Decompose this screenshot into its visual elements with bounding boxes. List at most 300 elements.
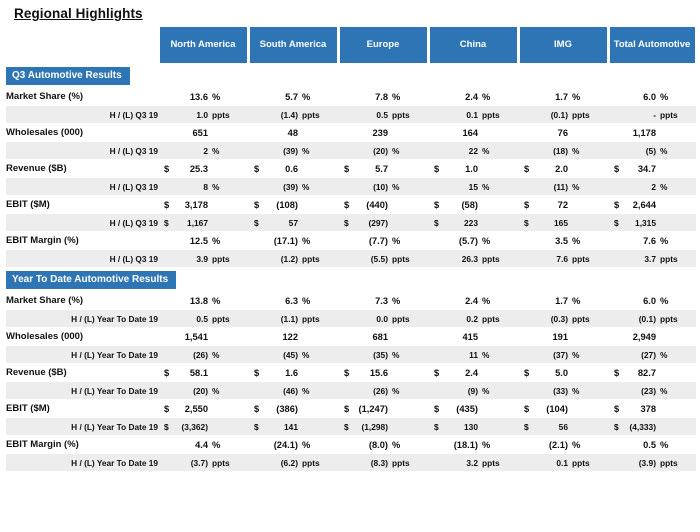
cell-value: (18) <box>553 145 568 156</box>
cell-value: 8 <box>203 181 208 192</box>
row-sublabel: H / (L) Year To Date 19 <box>6 382 158 399</box>
cell-value: (18.1) <box>453 439 478 450</box>
table-cell <box>518 231 608 250</box>
cell-value: 5.7 <box>285 91 298 102</box>
table-cell <box>248 399 338 418</box>
row-label: Wholesales (000) <box>6 327 158 346</box>
cell-value: 1.0 <box>196 109 208 120</box>
cell-value: 1,178 <box>632 127 656 138</box>
cell-value: 1.7 <box>555 91 568 102</box>
cell-unit: % <box>212 349 220 360</box>
cell-unit: % <box>212 91 221 102</box>
section-banner-cell <box>6 267 696 291</box>
currency-symbol: $ <box>614 217 619 228</box>
cell-value: (1.2) <box>280 253 298 264</box>
cell-value: 2,644 <box>632 199 656 210</box>
column-header-img: IMG <box>518 27 608 63</box>
table-cell <box>248 363 338 382</box>
table-cell <box>518 346 608 363</box>
cell-value: (24.1) <box>273 439 298 450</box>
column-header-europe: Europe <box>338 27 428 63</box>
table-row <box>6 382 696 399</box>
cell-value: - <box>653 109 656 120</box>
cell-value: 2,550 <box>184 403 208 414</box>
table-row <box>6 310 696 327</box>
cell-value: 48 <box>287 127 298 138</box>
cell-value: 1,167 <box>187 217 208 228</box>
table-row <box>6 346 696 363</box>
cell-unit: % <box>212 181 220 192</box>
table-cell <box>338 214 428 231</box>
cell-value: 2 <box>203 145 208 156</box>
cell-unit: ppts <box>572 313 590 324</box>
cell-unit: % <box>660 385 668 396</box>
cell-unit: % <box>392 385 400 396</box>
table-cell <box>428 87 518 106</box>
cell-unit: % <box>392 295 401 306</box>
table-row <box>6 142 696 159</box>
row-sublabel: H / (L) Year To Date 19 <box>6 418 158 435</box>
cell-value: (297) <box>368 217 388 228</box>
cell-value: 0.6 <box>285 163 298 174</box>
cell-unit: ppts <box>572 253 590 264</box>
table-cell <box>338 250 428 267</box>
column-header-south-america: South America <box>248 27 338 63</box>
table-cell <box>518 142 608 159</box>
table-cell <box>248 106 338 123</box>
table-cell <box>608 327 696 346</box>
table-cell <box>518 418 608 435</box>
cell-value: (23) <box>641 385 656 396</box>
cell-value: 239 <box>372 127 388 138</box>
cell-value: 13.8 <box>189 295 208 306</box>
cell-value: 415 <box>462 331 478 342</box>
row-sublabel: H / (L) Q3 19 <box>6 142 158 159</box>
table-cell <box>248 382 338 399</box>
cell-value: 0.1 <box>466 109 478 120</box>
cell-unit: % <box>572 145 580 156</box>
table-cell <box>248 142 338 159</box>
cell-value: 12.5 <box>189 235 208 246</box>
cell-unit: % <box>482 235 491 246</box>
table-cell <box>158 327 248 346</box>
table-cell <box>428 142 518 159</box>
cell-unit: ppts <box>302 457 320 468</box>
table-cell <box>158 363 248 382</box>
cell-value: 6.0 <box>643 295 656 306</box>
cell-unit: ppts <box>392 457 410 468</box>
cell-value: (45) <box>283 349 298 360</box>
currency-symbol: $ <box>344 163 350 174</box>
cell-value: (46) <box>283 385 298 396</box>
currency-symbol: $ <box>164 163 170 174</box>
table-row <box>6 399 696 418</box>
cell-value: 56 <box>558 421 568 432</box>
table-cell <box>608 382 696 399</box>
cell-unit: ppts <box>660 313 678 324</box>
cell-value: 0.0 <box>376 313 388 324</box>
row-sublabel: H / (L) Q3 19 <box>6 106 158 123</box>
cell-unit: % <box>212 145 220 156</box>
column-header-north-america: North America <box>158 27 248 63</box>
cell-unit: % <box>212 295 221 306</box>
column-header-china: China <box>428 27 518 63</box>
table-cell <box>158 454 248 471</box>
row-label: EBIT Margin (%) <box>6 231 158 250</box>
table-cell <box>338 310 428 327</box>
cell-value: (3,362) <box>181 421 208 432</box>
cell-value: 141 <box>284 421 298 432</box>
table-cell <box>428 195 518 214</box>
cell-unit: % <box>302 439 311 450</box>
table-cell <box>428 123 518 142</box>
table-cell <box>338 231 428 250</box>
table-cell <box>158 214 248 231</box>
cell-value: (5.7) <box>458 235 478 246</box>
table-row <box>6 363 696 382</box>
cell-value: 15.6 <box>369 367 388 378</box>
table-cell <box>428 399 518 418</box>
table-cell <box>158 382 248 399</box>
cell-value: (1.4) <box>280 109 298 120</box>
cell-value: 1.0 <box>465 163 478 174</box>
table-cell <box>518 87 608 106</box>
currency-symbol: $ <box>434 421 439 432</box>
table-cell <box>428 231 518 250</box>
currency-symbol: $ <box>614 163 620 174</box>
cell-value: 2 <box>651 181 656 192</box>
currency-symbol: $ <box>254 367 260 378</box>
regional-highlights-table <box>6 27 698 471</box>
cell-value: 57 <box>288 217 298 228</box>
cell-value: 0.2 <box>466 313 478 324</box>
cell-value: 3.2 <box>466 457 478 468</box>
cell-unit: % <box>482 91 491 102</box>
table-row <box>6 214 696 231</box>
cell-unit: % <box>660 181 668 192</box>
currency-symbol: $ <box>344 199 350 210</box>
table-cell <box>428 178 518 195</box>
table-cell <box>518 123 608 142</box>
cell-value: 164 <box>462 127 478 138</box>
cell-unit: % <box>392 145 400 156</box>
currency-symbol: $ <box>524 199 530 210</box>
cell-value: 378 <box>640 403 656 414</box>
table-cell <box>338 87 428 106</box>
section-banner-cell <box>6 63 696 87</box>
cell-value: 0.1 <box>556 457 568 468</box>
table-cell <box>158 250 248 267</box>
cell-unit: ppts <box>392 253 410 264</box>
table-cell <box>338 178 428 195</box>
cell-value: (37) <box>553 349 568 360</box>
table-cell <box>428 363 518 382</box>
cell-value: (7.7) <box>368 235 388 246</box>
cell-value: (4,333) <box>629 421 656 432</box>
table-cell <box>158 178 248 195</box>
cell-unit: % <box>572 295 581 306</box>
table-cell <box>248 454 338 471</box>
table-row <box>6 454 696 471</box>
table-cell <box>608 214 696 231</box>
table-cell <box>608 178 696 195</box>
row-label: EBIT Margin (%) <box>6 435 158 454</box>
cell-value: 1.7 <box>555 295 568 306</box>
table-cell <box>428 327 518 346</box>
cell-value: 651 <box>192 127 208 138</box>
table-cell <box>608 142 696 159</box>
currency-symbol: $ <box>344 367 350 378</box>
cell-value: (0.1) <box>550 109 568 120</box>
cell-unit: % <box>660 295 669 306</box>
cell-value: (8.3) <box>370 457 388 468</box>
cell-value: (5.5) <box>370 253 388 264</box>
table-cell <box>248 327 338 346</box>
cell-value: (39) <box>283 145 298 156</box>
cell-unit: ppts <box>660 457 678 468</box>
cell-unit: % <box>392 181 400 192</box>
cell-unit: % <box>482 295 491 306</box>
table-cell <box>608 250 696 267</box>
row-label: Market Share (%) <box>6 291 158 310</box>
cell-unit: % <box>660 439 669 450</box>
cell-value: (6.2) <box>280 457 298 468</box>
cell-unit: % <box>392 349 400 360</box>
table-cell <box>518 159 608 178</box>
cell-value: (0.1) <box>638 313 656 324</box>
table-row <box>6 106 696 123</box>
table-cell <box>248 87 338 106</box>
currency-symbol: $ <box>254 199 260 210</box>
table-cell <box>518 327 608 346</box>
cell-value: 7.8 <box>375 91 388 102</box>
cell-value: (386) <box>276 403 298 414</box>
table-cell <box>428 382 518 399</box>
cell-value: (104) <box>546 403 568 414</box>
cell-value: (0.3) <box>550 313 568 324</box>
cell-unit: % <box>302 295 311 306</box>
currency-symbol: $ <box>434 163 440 174</box>
table-row <box>6 327 696 346</box>
cell-unit: % <box>572 349 580 360</box>
table-cell <box>518 250 608 267</box>
cell-value: (20) <box>193 385 208 396</box>
table-cell <box>428 214 518 231</box>
table-row <box>6 250 696 267</box>
currency-symbol: $ <box>434 217 439 228</box>
cell-unit: % <box>572 91 581 102</box>
cell-unit: ppts <box>212 253 230 264</box>
table-row <box>6 123 696 142</box>
table-cell <box>248 159 338 178</box>
cell-unit: % <box>212 439 221 450</box>
currency-symbol: $ <box>614 199 620 210</box>
table-row <box>6 231 696 250</box>
currency-symbol: $ <box>434 403 440 414</box>
cell-value: 681 <box>372 331 388 342</box>
table-cell <box>248 291 338 310</box>
table-cell <box>248 214 338 231</box>
cell-value: 76 <box>557 127 568 138</box>
cell-unit: % <box>392 439 401 450</box>
table-cell <box>518 178 608 195</box>
cell-value: (2.1) <box>548 439 568 450</box>
table-cell <box>608 435 696 454</box>
cell-value: 4.4 <box>195 439 208 450</box>
cell-unit: % <box>482 439 491 450</box>
cell-unit: ppts <box>302 313 320 324</box>
cell-value: 11 <box>469 349 478 360</box>
currency-symbol: $ <box>614 403 620 414</box>
table-cell <box>428 454 518 471</box>
table-cell <box>158 106 248 123</box>
table-cell <box>338 346 428 363</box>
cell-unit: % <box>212 385 220 396</box>
table-cell <box>518 310 608 327</box>
table-cell <box>338 363 428 382</box>
cell-value: 6.3 <box>285 295 298 306</box>
table-cell <box>338 195 428 214</box>
cell-value: (20) <box>373 145 388 156</box>
table-cell <box>608 195 696 214</box>
table-cell <box>338 123 428 142</box>
cell-value: 7.6 <box>556 253 568 264</box>
cell-value: 15 <box>468 181 478 192</box>
cell-unit: ppts <box>212 457 230 468</box>
row-label: Wholesales (000) <box>6 123 158 142</box>
table-cell <box>518 214 608 231</box>
cell-value: (9) <box>467 385 478 396</box>
table-cell <box>428 418 518 435</box>
row-sublabel: H / (L) Q3 19 <box>6 178 158 195</box>
currency-symbol: $ <box>344 403 350 414</box>
cell-value: (26) <box>373 385 388 396</box>
cell-unit: ppts <box>660 109 678 120</box>
cell-unit: ppts <box>392 313 410 324</box>
table-cell <box>428 310 518 327</box>
row-sublabel: H / (L) Q3 19 <box>6 214 158 231</box>
cell-value: 34.7 <box>637 163 656 174</box>
table-cell <box>428 159 518 178</box>
cell-value: (3.7) <box>190 457 208 468</box>
cell-value: 1.6 <box>285 367 298 378</box>
cell-unit: % <box>660 91 669 102</box>
cell-value: (3.9) <box>638 457 656 468</box>
cell-unit: % <box>302 145 310 156</box>
header-spacer <box>6 27 158 63</box>
table-header <box>6 27 696 63</box>
table-cell <box>608 454 696 471</box>
cell-value: 2.4 <box>465 91 478 102</box>
table-cell <box>608 106 696 123</box>
table-cell <box>248 123 338 142</box>
cell-value: 25.3 <box>189 163 208 174</box>
cell-unit: ppts <box>482 457 500 468</box>
table-row <box>6 159 696 178</box>
cell-value: 130 <box>464 421 478 432</box>
table-cell <box>338 435 428 454</box>
table-cell <box>338 454 428 471</box>
cell-value: 22 <box>468 145 478 156</box>
table-cell <box>338 327 428 346</box>
table-cell <box>608 291 696 310</box>
cell-value: (1.1) <box>280 313 298 324</box>
cell-value: 58.1 <box>189 367 208 378</box>
cell-unit: % <box>302 91 311 102</box>
section-banner-label: Q3 Automotive Results <box>6 67 130 85</box>
table-cell <box>158 231 248 250</box>
cell-unit: ppts <box>572 457 590 468</box>
cell-value: 122 <box>282 331 298 342</box>
cell-value: 7.6 <box>643 235 656 246</box>
table-cell <box>248 435 338 454</box>
cell-value: 223 <box>464 217 478 228</box>
cell-value: 26.3 <box>461 253 478 264</box>
currency-symbol: $ <box>344 421 349 432</box>
cell-value: (8.0) <box>368 439 388 450</box>
table-row <box>6 435 696 454</box>
table-cell <box>338 291 428 310</box>
row-sublabel: H / (L) Year To Date 19 <box>6 310 158 327</box>
currency-symbol: $ <box>164 367 170 378</box>
table-cell <box>158 142 248 159</box>
table-body <box>6 63 696 471</box>
currency-symbol: $ <box>614 367 620 378</box>
cell-unit: ppts <box>572 109 590 120</box>
cell-unit: % <box>482 349 490 360</box>
cell-unit: % <box>482 385 490 396</box>
cell-unit: ppts <box>212 313 230 324</box>
currency-symbol: $ <box>254 403 260 414</box>
table-cell <box>518 382 608 399</box>
cell-value: (10) <box>373 181 388 192</box>
cell-unit: % <box>392 91 401 102</box>
table-cell <box>158 418 248 435</box>
table-cell <box>518 399 608 418</box>
cell-unit: ppts <box>660 253 678 264</box>
currency-symbol: $ <box>164 199 170 210</box>
cell-unit: % <box>482 181 490 192</box>
table-cell <box>338 418 428 435</box>
cell-unit: % <box>660 235 669 246</box>
cell-unit: % <box>660 349 668 360</box>
currency-symbol: $ <box>524 421 529 432</box>
cell-value: 2.4 <box>465 295 478 306</box>
cell-unit: % <box>212 235 221 246</box>
cell-unit: ppts <box>302 253 320 264</box>
table-cell <box>248 346 338 363</box>
cell-value: (27) <box>641 349 656 360</box>
table-cell <box>338 106 428 123</box>
table-cell <box>248 418 338 435</box>
cell-value: (35) <box>373 349 388 360</box>
cell-unit: % <box>660 145 668 156</box>
cell-value: (58) <box>461 199 478 210</box>
cell-value: (33) <box>553 385 568 396</box>
cell-value: 13.6 <box>189 91 208 102</box>
table-cell <box>608 231 696 250</box>
cell-value: 165 <box>554 217 568 228</box>
table-cell <box>158 87 248 106</box>
row-label: EBIT ($M) <box>6 195 158 214</box>
cell-value: (39) <box>283 181 298 192</box>
cell-value: (11) <box>553 181 568 192</box>
table-cell <box>158 310 248 327</box>
cell-value: 82.7 <box>637 367 656 378</box>
cell-value: 0.5 <box>643 439 656 450</box>
cell-unit: % <box>392 235 401 246</box>
cell-unit: ppts <box>212 109 230 120</box>
